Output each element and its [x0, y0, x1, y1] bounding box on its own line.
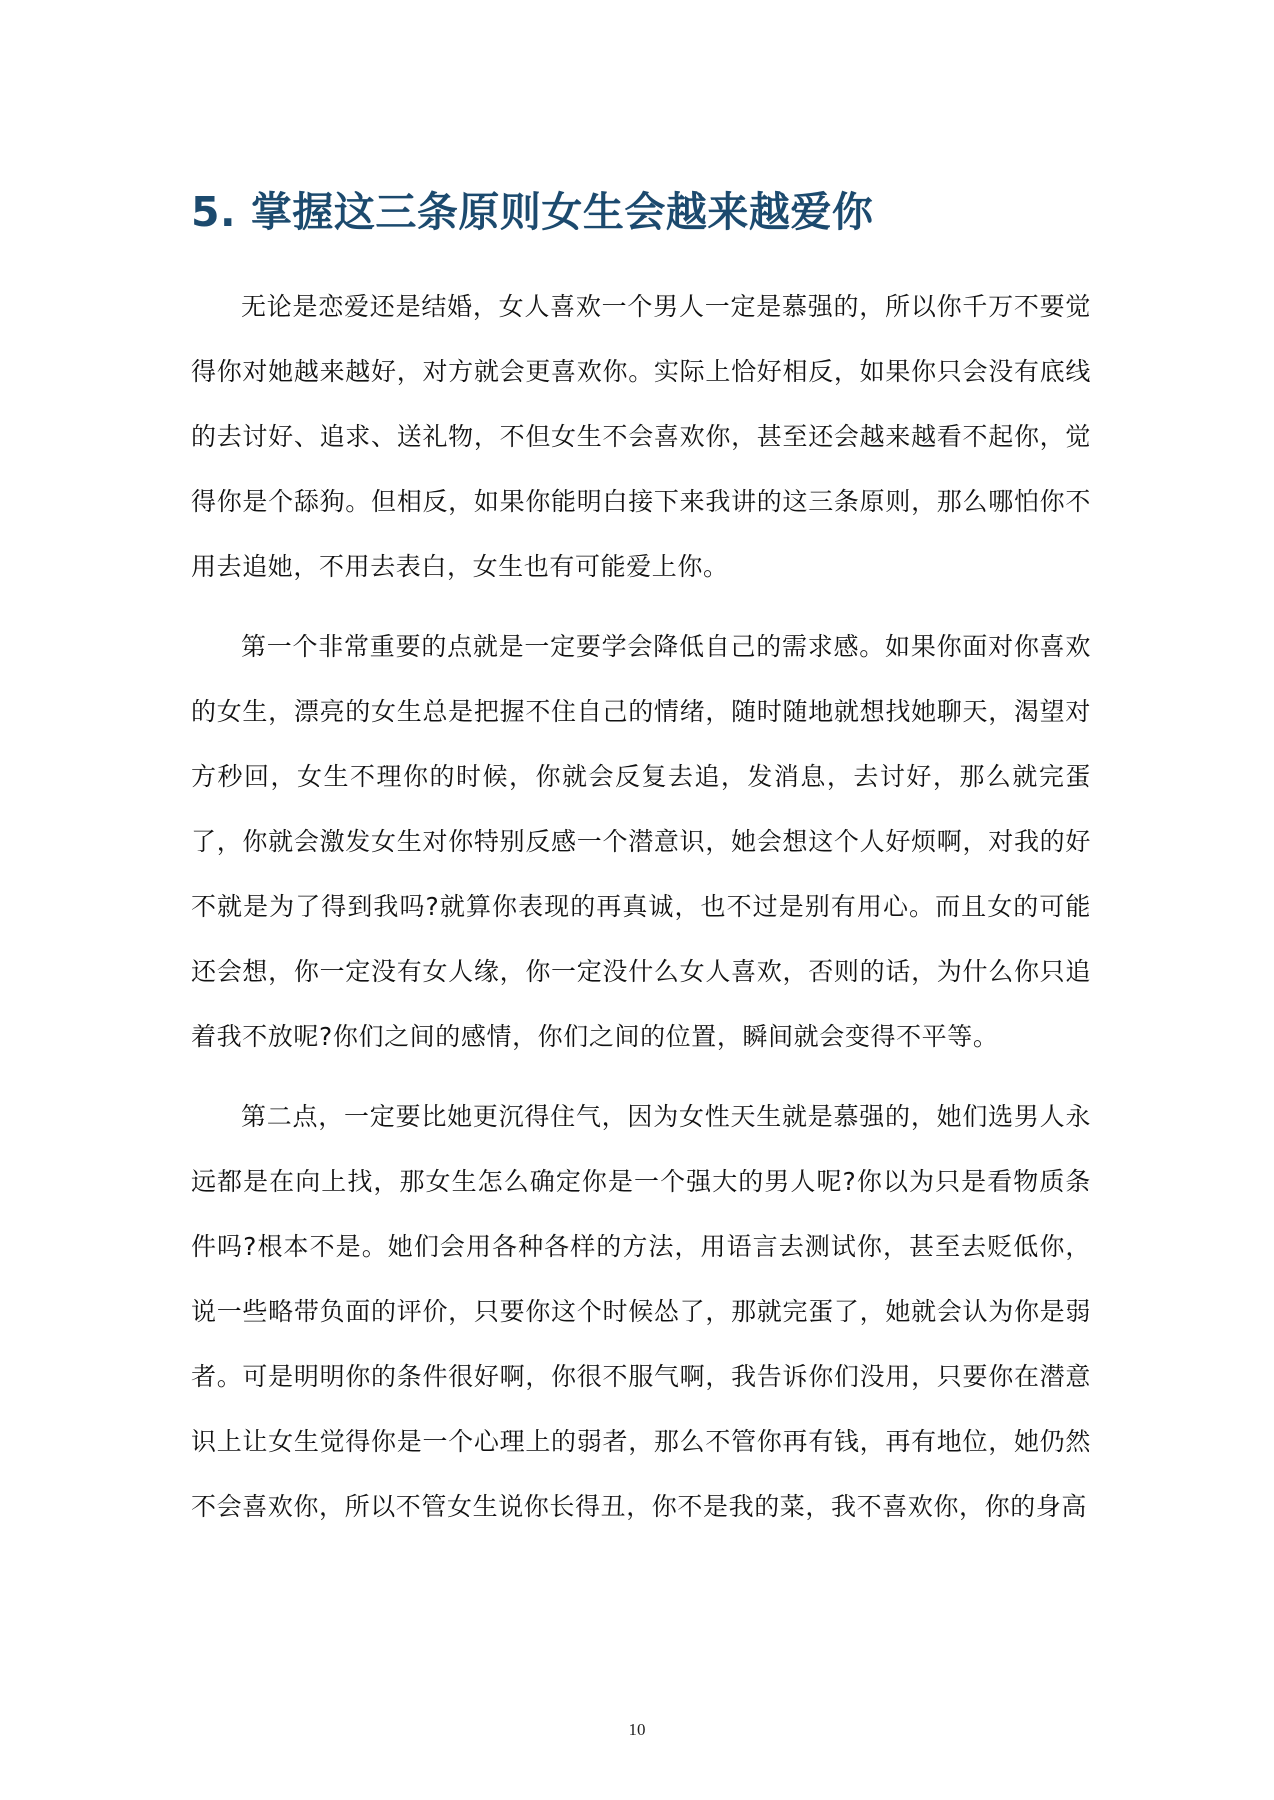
paragraph-1: 无论是恋爱还是结婚，女人喜欢一个男人一定是慕强的，所以你千万不要觉得你对她越来越好，对方就会更喜欢你。实际上恰好相反，如果你只会没有底线的去讨好、追求、送礼物，不但女生不会喜欢你，甚至还会越来越看不起你，觉得你是个舔狗。但相反，如果你能明白接下来我讲的这三条原则，那么哪怕你不用去追她，不用去表白，女生也有可能爱上你。 — [191, 292, 1091, 581]
page-content — [191, 182, 1091, 1539]
section-title: 5. 掌握这三条原则女生会越来越爱你 — [191, 188, 874, 236]
paragraph-3: 第二点，一定要比她更沉得住气，因为女性天生就是慕强的，她们选男人永远都是在向上找，那女生怎么确定你是一个强大的男人呢?你以为只是看物质条件吗?根本不是。她们会用各种各样的方法，用语言去测试你，甚至去贬低你，说一些略带负面的评价，只要你这个时候怂了，那就完蛋了，她就会认为你是弱者。可是明明你的条件很好啊，你很不服气啊，我告诉你们没用，只要你在潜意识上让女生觉得你是一个心理上的弱者，那么不管你再有钱，再有地位，她仍然不会喜欢你，所以不管女生说你长得丑，你不是我的菜，我不喜欢你，你的身高 — [191, 1102, 1091, 1521]
paragraph-2: 第一个非常重要的点就是一定要学会降低自己的需求感。如果你面对你喜欢的女生，漂亮的女生总是把握不住自己的情绪，随时随地就想找她聊天，渴望对方秒回，女生不理你的时候，你就会反复去追，发消息，去讨好，那么就完蛋了，你就会激发女生对你特别反感一个潜意识，她会想这个人好烦啊，对我的好不就是为了得到我吗?就算你表现的再真诚，也不过是别有用心。而且女的可能还会想，你一定没有女人缘，你一定没什么女人喜欢，否则的话，为什么你只追着我不放呢?你们之间的感情，你们之间的位置，瞬间就会变得不平等。 — [191, 632, 1091, 1051]
page-number: 10 — [628, 1720, 646, 1739]
